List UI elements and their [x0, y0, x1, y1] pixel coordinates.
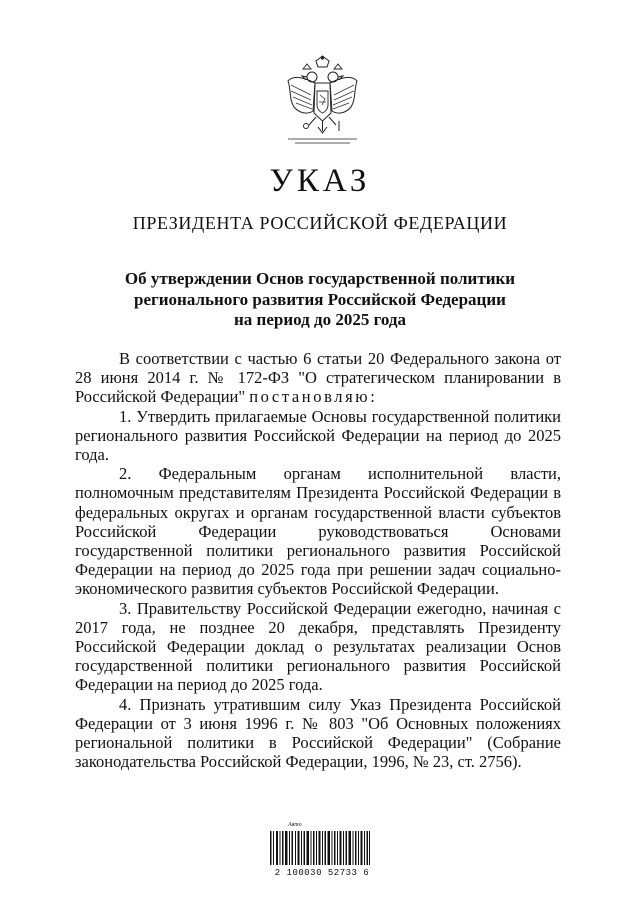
decree-body	[75, 349, 561, 771]
barcode-block	[262, 822, 382, 882]
heading-line: на период до 2025 года	[233, 310, 406, 329]
item-4-paragraph: 4. Признать утратившим силу Указ Президента Российской Федерации от 3 июня 1996 г. № 803 "Об Основных положениях региональной политики в Российской Федерации" (Собрание законодательства Российской Федерации, 1996, № 23, ст. 2756).	[75, 694, 561, 772]
document-subtitle: ПРЕЗИДЕНТА РОССИЙСКОЙ ФЕДЕРАЦИИ	[132, 213, 508, 233]
preamble-resolve-word: постановляю:	[249, 387, 378, 407]
barcode-number: 2 100030 52733 6	[274, 868, 370, 878]
preamble-text: В соответствии с частью 6 статьи 20 Федерального закона от 28 июня 2014 г. № 172-ФЗ "О стратегическом планировании в Российской Федерации"	[75, 349, 561, 407]
heading-line: Об утверждении Основ государственной политики	[124, 269, 516, 288]
item-2-paragraph: 2. Федеральным органам исполнительной власти, полномочным представителям Президента Российской Федерации в федеральных округах и органам государственной власти субъектов Российской Федерации руководствоваться Основами государственной политики регионального развития Российской Федерации на период до 2025 года при решении задач социально-экономического развития субъектов Российской Федерации.	[75, 464, 561, 599]
preamble-paragraph	[75, 349, 561, 407]
barcode-image	[270, 831, 370, 865]
item-1-paragraph: 1. Утвердить прилагаемые Основы государственной политики регионального развития Российской Федерации на период до 2025 года.	[75, 406, 561, 465]
document-title: УКАЗ	[269, 163, 371, 199]
heading-line: регионального развития Российской Федерации	[134, 289, 506, 309]
barcode-label: Авто	[288, 822, 302, 828]
coat-of-arms-emblem	[285, 55, 360, 147]
item-3-paragraph: 3. Правительству Российской Федерации ежегодно, начиная с 2017 года, не позднее 20 декабря, представлять Президенту Российской Федерации доклад о результатах реализации Основ государственной политики регионального развития Российской Федерации на период до 2025 года.	[75, 598, 561, 695]
decree-heading	[80, 269, 560, 331]
